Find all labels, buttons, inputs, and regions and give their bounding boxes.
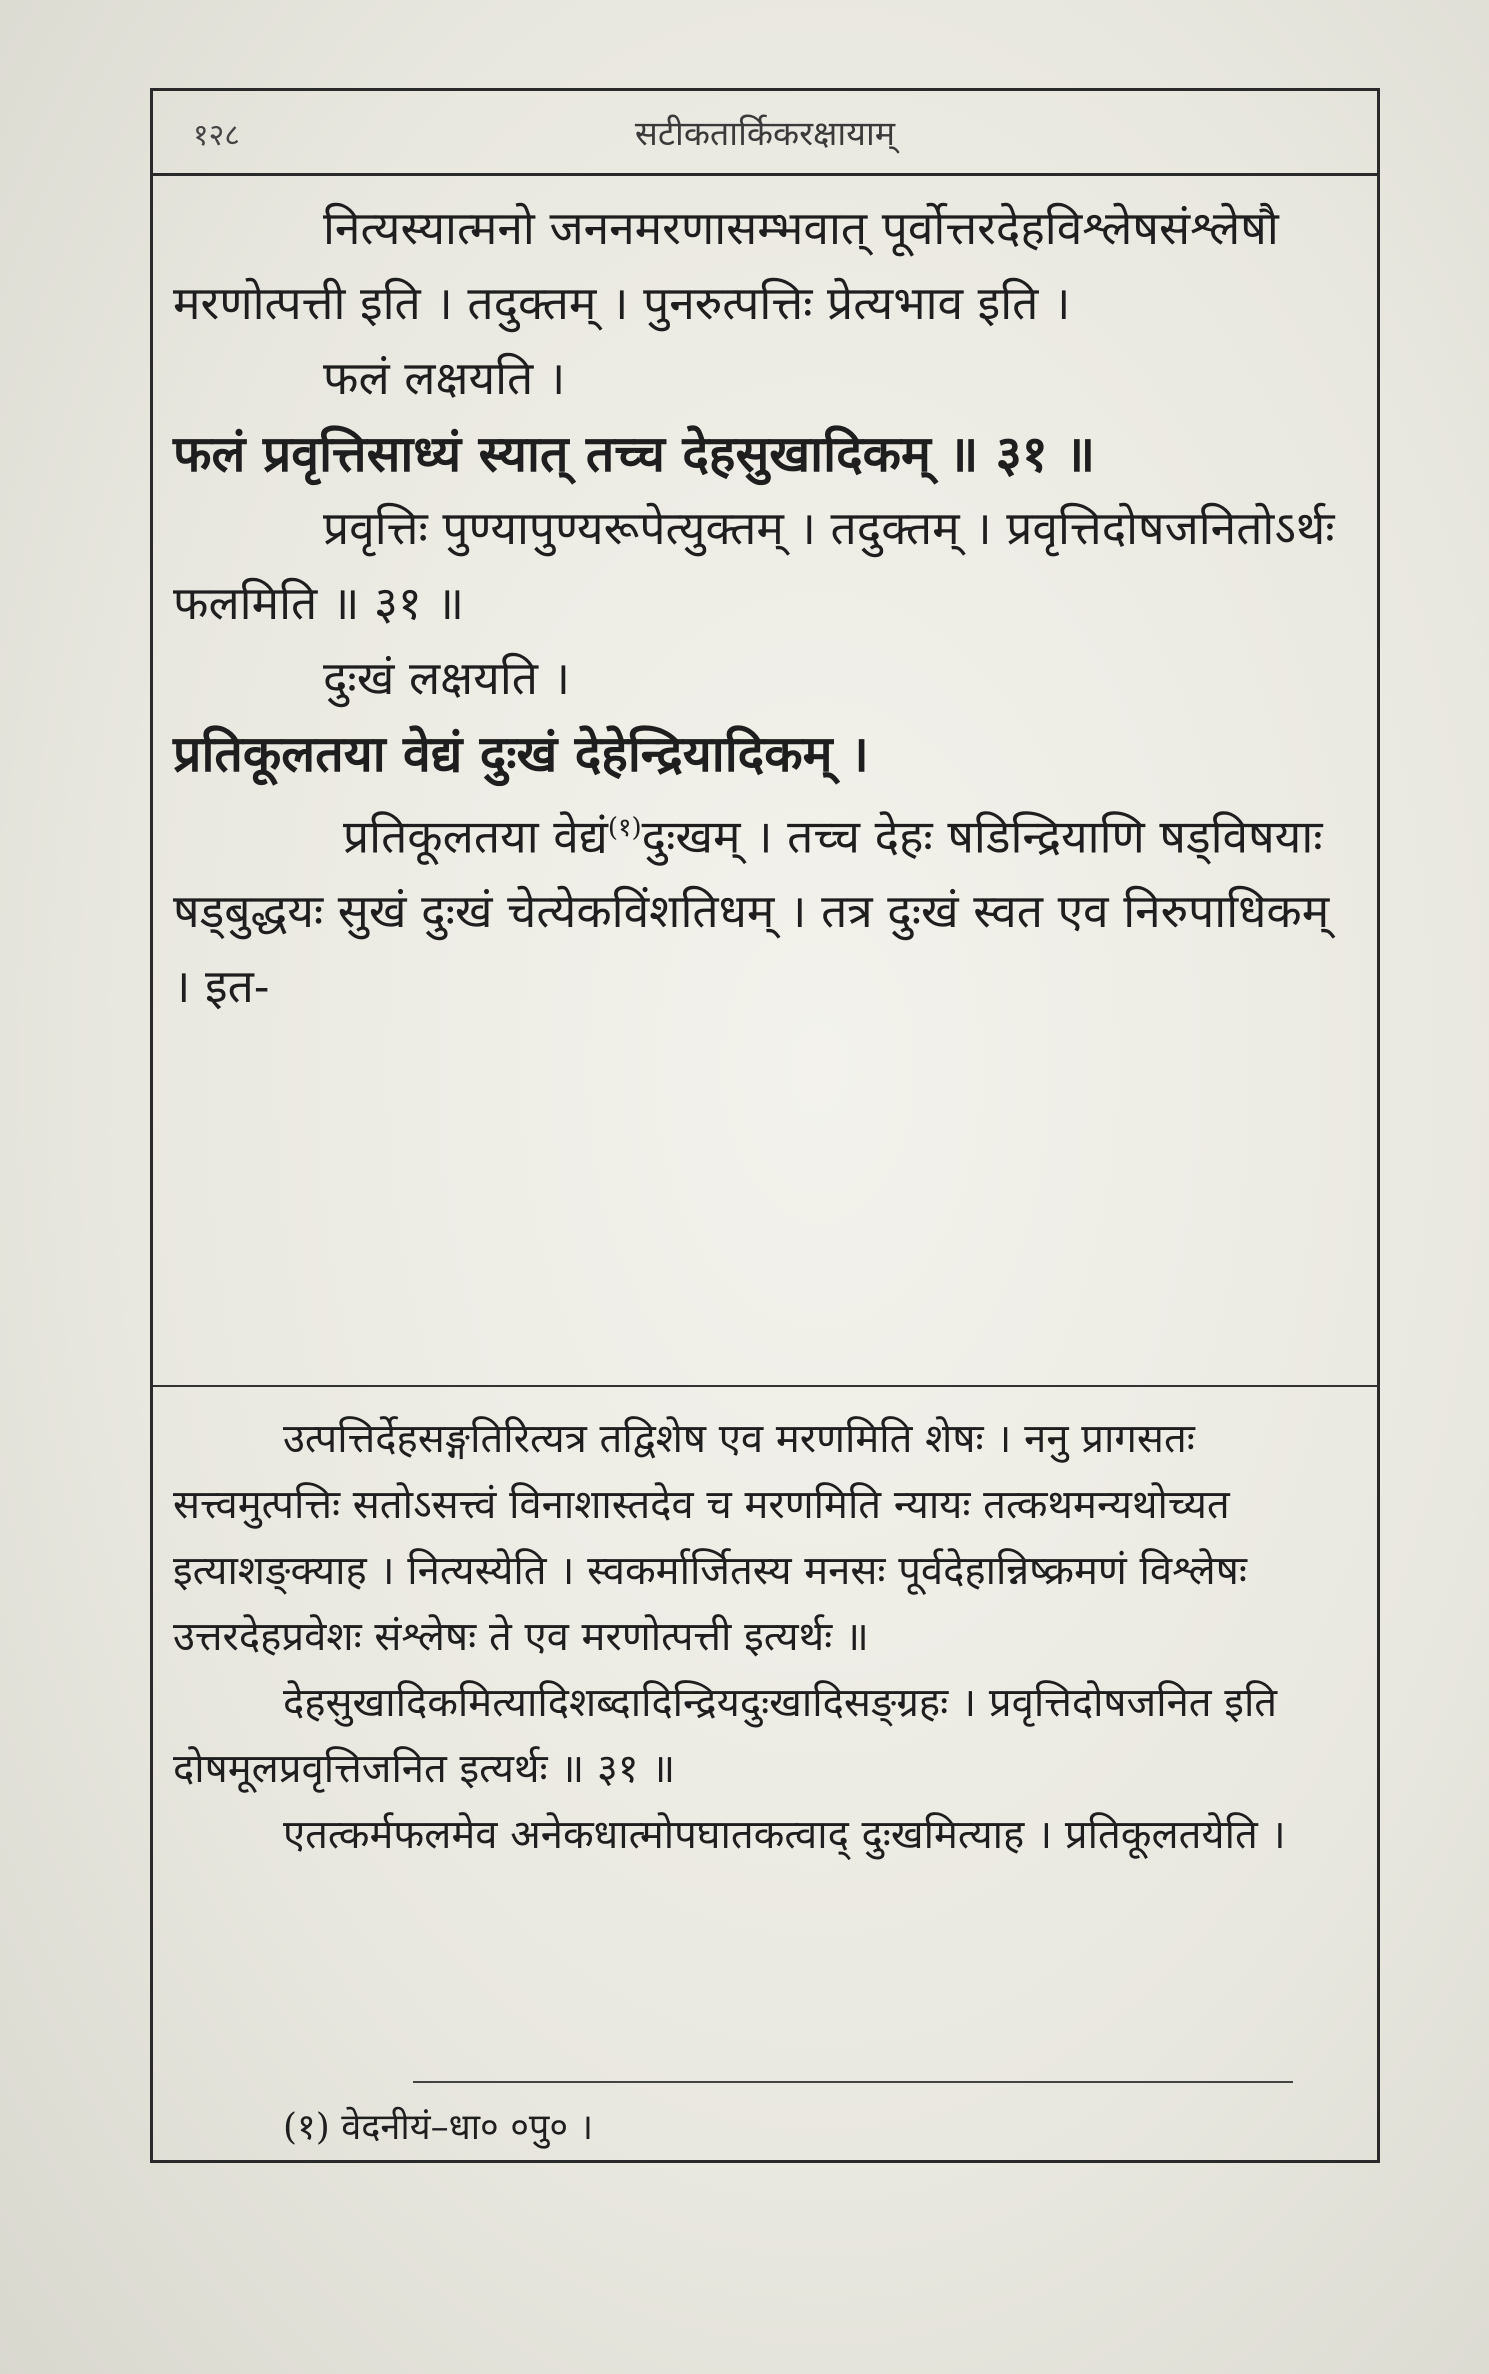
paragraph-text: प्रतिकूलतया वेद्यं	[343, 809, 608, 864]
commentary-text	[173, 1406, 1359, 1868]
commentary-paragraph: उत्पत्तिर्देहसङ्गतिरित्यत्र तद्विशेष एव मरणमिति शेषः । ननु प्रागसतः सत्त्वमुत्पत्तिः सतोऽसत्त्वं विनाशास्तदेव च मरणमिति न्यायः तत्कथमन्यथोच्यत इत्याशङ्क्याह । नित्यस्येति । स्वकर्मार्जितस्य मनसः पूर्वदेहान्निष्क्रमणं विश्लेषः उत्तरदेहप्रवेशः संश्लेषः ते एव मरणोत्पत्ती इत्यर्थः ॥	[173, 1416, 1247, 1660]
main-text	[173, 191, 1359, 1024]
page-number: १२८	[193, 118, 240, 153]
main-paragraph: नित्यस्यात्मनो जननमरणासम्भवात् पूर्वोत्तरदेहविश्लेषसंश्लेषौ मरणोत्पत्ती इति । तदुक्तम् । पुनरुत्पत्तिः प्रेत्यभाव इति ।	[173, 201, 1279, 330]
main-paragraph: दुःखं लक्षयति ।	[323, 651, 571, 705]
footnote: (१) वेदनीयं–धा० ०पु० ।	[283, 2107, 594, 2148]
footnote-divider	[413, 2081, 1293, 2083]
running-head	[153, 91, 1377, 176]
main-paragraph	[173, 791, 1359, 1024]
page-frame	[150, 88, 1380, 2163]
main-paragraph: फलं लक्षयति ।	[323, 351, 566, 405]
footnote-marker: (१)	[607, 813, 642, 843]
commentary-paragraph: देहसुखादिकमित्यादिशब्दादिन्द्रियदुःखादिसङ्ग्रहः । प्रवृत्तिदोषजनित इति दोषमूलप्रवृत्तिजनित इत्यर्थः ॥ ३१ ॥	[173, 1680, 1278, 1792]
main-paragraph: प्रवृत्तिः पुण्यापुण्यरूपेत्युक्तम् । तदुक्तम् । प्रवृत्तिदोषजनितोऽर्थः फलमिति ॥ ३१ ॥	[173, 501, 1335, 630]
running-title: सटीकतार्किकरक्षायाम्	[634, 114, 896, 154]
verse-line: फलं प्रवृत्तिसाध्यं स्यात् तच्च देहसुखादिकम् ॥ ३१ ॥	[173, 424, 1096, 483]
commentary-divider	[153, 1385, 1377, 1387]
paragraph-text: दुःखम् । तच्च देहः षडिन्द्रियाणि षड्विषयाः षड्बुद्धयः सुखं दुःखं चेत्येकविंशतिधम् । तत्र दुःखं स्वत एव निरुपाधिकम् । इत-	[173, 809, 1330, 1014]
verse-line: प्रतिकूलतया वेद्यं दुःखं देहेन्द्रियादिकम् ।	[173, 724, 869, 783]
commentary-paragraph: एतत्कर्मफलमेव अनेकधात्मोपघातकत्वाद् दुःखमित्याह । प्रतिकूलतयेति ।	[283, 1812, 1286, 1858]
